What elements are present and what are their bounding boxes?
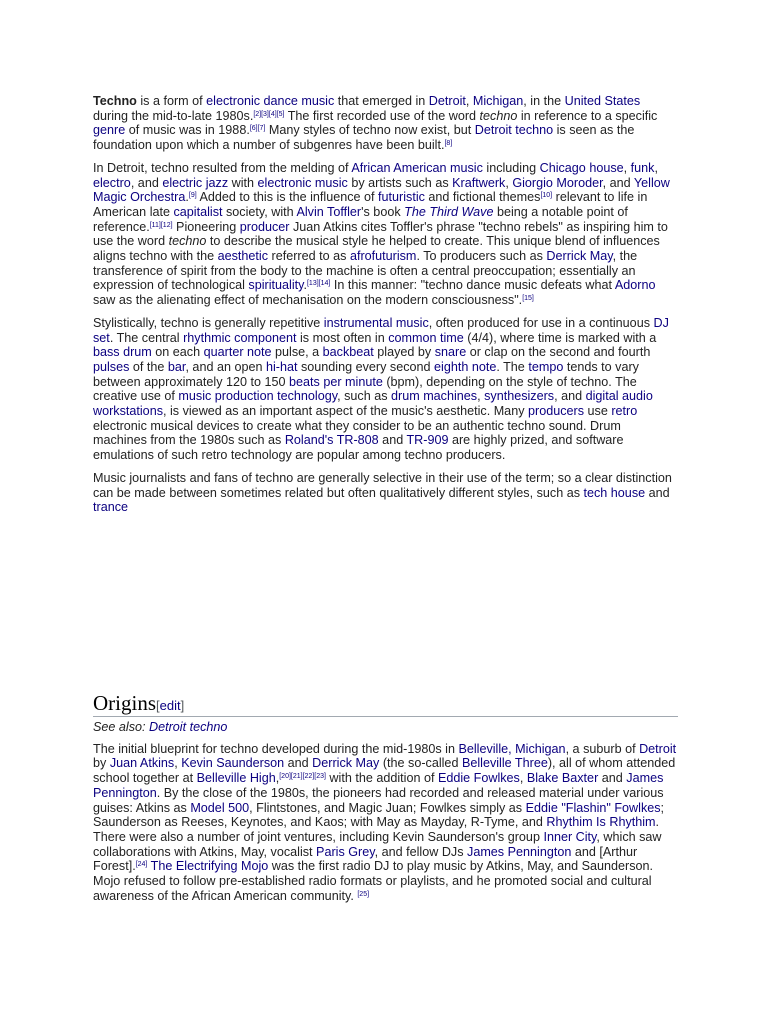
body-text: , xyxy=(623,160,631,175)
paragraph-intro xyxy=(93,94,678,153)
article-link[interactable]: tech house xyxy=(583,485,646,500)
body-text: , xyxy=(505,175,513,190)
body-text: ; Saunderson as Reeses, Keynotes, and Kaos; with May as Mayday, R-Tyme, and xyxy=(93,800,665,830)
article-link[interactable]: drum machines xyxy=(391,389,478,404)
article-link[interactable]: Derrick May xyxy=(312,756,380,771)
body-text: saw as the alienating effect of mechanisation on the modern consciousness". xyxy=(93,293,523,308)
body-text: (the so-called xyxy=(379,756,462,771)
body-text: of music was in 1988. xyxy=(125,123,250,138)
body-text: The initial blueprint for techno developed during the mid-1980s in xyxy=(93,741,459,756)
body-text: . The xyxy=(496,359,529,374)
article-link[interactable]: electronic music xyxy=(257,175,348,190)
article-link[interactable]: Eddie Fowlkes xyxy=(437,771,520,786)
article-link[interactable]: The Electrifying Mojo xyxy=(150,859,269,874)
body-text: , and xyxy=(130,175,163,190)
body-text: are highly prized, and software emulations of such retro technology are popular among techno producers. xyxy=(93,433,624,463)
article-link[interactable]: bar xyxy=(167,359,186,374)
body-text: , Flintstones, and Magic Juan; Fowlkes simply as xyxy=(249,800,526,815)
body-text: with xyxy=(228,175,258,190)
body-text: society, with xyxy=(222,204,297,219)
paragraph-terminology xyxy=(93,471,678,515)
body-text: Many styles of techno now exist, but xyxy=(265,123,475,138)
article-link[interactable]: electric jazz xyxy=(162,175,229,190)
body-text: (4/4), where time is marked with a xyxy=(463,330,657,345)
body-text: , xyxy=(465,94,473,108)
article-link[interactable]: music production technology xyxy=(178,389,338,404)
body-text: in reference to a specific xyxy=(517,108,658,123)
body-text: to describe the musical style he helped to create. This unique blend of influences aligns techno with the xyxy=(93,234,660,264)
body-text: during the mid-to-late 1980s. xyxy=(93,108,254,123)
article-link[interactable]: United States xyxy=(564,94,641,108)
body-text: The first recorded use of the word xyxy=(284,108,480,123)
article-link[interactable]: TR-909 xyxy=(406,433,449,448)
article-link[interactable]: futuristic xyxy=(378,190,425,205)
article-link[interactable]: retro xyxy=(611,404,638,419)
article-link[interactable]: tempo xyxy=(528,359,564,374)
article-link[interactable]: digital audio workstations xyxy=(93,389,653,419)
body-text: . xyxy=(185,190,189,205)
citation-ref[interactable]: [15] xyxy=(522,295,534,303)
body-text: and xyxy=(284,756,313,771)
article-link[interactable]: backbeat xyxy=(322,345,374,360)
italic-text: techno xyxy=(479,108,518,123)
body-text: including xyxy=(482,160,540,175)
article-link[interactable]: Michigan xyxy=(472,94,524,108)
article-link[interactable]: James Pennington xyxy=(467,844,572,859)
section-heading-origins xyxy=(93,690,678,717)
body-text: 's book xyxy=(361,204,405,219)
article-link[interactable]: Yellow Magic Orchestra xyxy=(93,175,670,205)
citation-ref[interactable]: [20][21][22][23] xyxy=(279,773,326,781)
body-text: . There were also a number of joint ventures, including Kevin Saunderson's group xyxy=(93,815,660,844)
edit-link[interactable]: edit xyxy=(159,698,181,713)
article-link[interactable]: producer xyxy=(239,219,290,234)
article-link[interactable]: producers xyxy=(528,404,585,419)
article-link[interactable]: Blake Baxter xyxy=(526,771,599,786)
body-text: , is viewed as an important aspect of the music's aesthetic. Many xyxy=(163,404,528,419)
body-text: was the first radio DJ to play music by Atkins, May, and Saunderson. Mojo refused to follow pre-established radio formats or playlists, and he promoted social and cultural awareness of the African American community. xyxy=(93,859,654,903)
article-link[interactable]: Belleville High xyxy=(196,771,276,786)
article-link[interactable]: Alvin Toffler xyxy=(296,204,362,219)
body-text: sounding every second xyxy=(297,359,435,374)
article-link[interactable]: afrofuturism xyxy=(349,249,417,264)
body-text: and xyxy=(645,485,670,500)
body-text: being a notable point of reference. xyxy=(93,204,628,234)
body-text: relevant to life in American late xyxy=(93,190,648,219)
citation-ref[interactable]: [8] xyxy=(444,140,453,148)
body-text: , xyxy=(519,771,527,786)
body-text: Juan Atkins cites Toffler's phrase "techno rebels" as inspiring him to use the word xyxy=(93,219,668,249)
body-text: , xyxy=(174,756,182,771)
body-text: use xyxy=(584,404,612,419)
article-link[interactable]: African American music xyxy=(351,160,483,175)
paragraph-detroit-influences xyxy=(93,161,678,308)
body-text: , xyxy=(477,389,485,404)
section-title: Origins xyxy=(93,691,156,715)
article-link[interactable]: instrumental music xyxy=(323,315,429,330)
body-text: Music journalists and fans of techno are generally selective in their use of the term; so a clear distinction can be made between sometimes related but often qualitatively different styles, such as xyxy=(93,470,672,500)
italic-text: techno xyxy=(168,234,207,249)
body-text: Added to this is the influence of xyxy=(196,190,379,205)
article-link[interactable]: James Pennington xyxy=(93,771,664,800)
article-link[interactable]: Model 500 xyxy=(190,800,250,815)
body-text: , such as xyxy=(337,389,391,404)
article-link[interactable]: capitalist xyxy=(173,204,223,219)
citation-ref[interactable]: [10] xyxy=(540,192,553,200)
article-link[interactable]: genre xyxy=(93,123,126,138)
article-link[interactable]: common time xyxy=(388,330,464,345)
bold-term: Techno xyxy=(93,94,137,108)
body-text: pulse, a xyxy=(271,345,323,360)
paragraph-origins xyxy=(93,742,678,904)
article-link[interactable]: Belleville Three xyxy=(461,756,548,771)
body-text: and fictional themes xyxy=(424,190,541,205)
body-text: . The central xyxy=(109,330,184,345)
article-link[interactable]: snare xyxy=(434,345,467,360)
citation-ref[interactable]: [24] xyxy=(135,861,148,869)
paragraph-style xyxy=(93,316,678,463)
article-link[interactable]: pulses xyxy=(93,359,130,374)
article-link[interactable]: Juan Atkins xyxy=(109,756,175,771)
article-link[interactable]: Adorno xyxy=(614,278,656,293)
body-text: , and xyxy=(554,389,586,404)
see-also-hatnote: See also: Detroit techno xyxy=(93,720,228,734)
citation-ref[interactable]: [13][14] xyxy=(306,280,331,288)
article-link[interactable]: electronic dance music xyxy=(206,94,335,108)
article-link[interactable]: rhythmic component xyxy=(183,330,297,345)
body-text: (bpm), depending on the style of techno. The creative use of xyxy=(93,374,637,404)
article-link[interactable]: beats per minute xyxy=(289,374,383,389)
body-text: . To producers such as xyxy=(416,249,547,264)
body-text: , often produced for use in a continuous xyxy=(428,315,654,330)
citation-ref[interactable]: [2][3][4][5] xyxy=(253,110,285,118)
body-text: . By the close of the 1980s, the pioneers had recorded and released material under various guises: Atkins as xyxy=(93,785,664,815)
body-text: is seen as the foundation upon which a number of subgenres have been built. xyxy=(93,123,635,153)
article-link[interactable]: Derrick May xyxy=(546,249,613,264)
article-link[interactable]: Detroit xyxy=(428,94,466,108)
body-text: referred to as xyxy=(268,249,350,264)
body-text: played by xyxy=(373,345,435,360)
body-text: . xyxy=(303,278,307,293)
body-text: of the xyxy=(129,359,168,374)
article-link[interactable]: bass drum xyxy=(93,345,152,360)
article-link[interactable]: Giorgio Moroder xyxy=(512,175,603,190)
article-link[interactable]: eighth note xyxy=(434,359,497,374)
article-link[interactable]: Paris Grey xyxy=(316,844,375,859)
article-link[interactable]: Eddie "Flashin" Fowlkes xyxy=(525,800,661,815)
body-text: by xyxy=(93,756,110,771)
body-text: is a form of xyxy=(136,94,207,108)
body-text: ), all of whom attended school together at xyxy=(93,756,676,786)
article-link[interactable]: DJ set xyxy=(93,315,669,345)
body-text: and xyxy=(378,433,407,448)
citation-ref[interactable]: [11][12] xyxy=(149,221,173,229)
body-text: that emerged in xyxy=(334,94,429,108)
article-link[interactable]: Detroit techno xyxy=(474,123,554,138)
body-text: , the transference of spirit from the body to the machine is often a central preoccupation; essentially an expression of technological xyxy=(93,249,638,293)
article-link[interactable]: Detroit xyxy=(639,741,677,756)
body-text: and xyxy=(598,771,627,786)
body-text: , and an open xyxy=(185,359,266,374)
body-text: or clap on the second and fourth xyxy=(466,345,651,360)
article-link[interactable]: quarter note xyxy=(203,345,272,360)
body-text: , in the xyxy=(523,94,565,108)
article-link[interactable]: Rhythim Is Rhythim xyxy=(546,815,656,830)
edit-section-link: [edit] xyxy=(156,698,185,713)
see-also-link[interactable]: Detroit techno xyxy=(149,720,228,734)
article-link[interactable]: Kevin Saunderson xyxy=(181,756,285,771)
body-text: , a suburb of xyxy=(565,741,640,756)
citation-ref[interactable]: [25] xyxy=(357,890,370,898)
body-text: by artists such as xyxy=(347,175,453,190)
body-text: electronic musical devices to create what they consider to be an authentic techno sound. Drum machines from the 1980s such as xyxy=(93,418,621,448)
body-text: , xyxy=(275,771,280,786)
article-body-intro xyxy=(93,94,678,515)
citation-ref[interactable]: [9] xyxy=(188,192,197,200)
body-text: Pioneering xyxy=(172,219,240,234)
article-link[interactable]: funk xyxy=(630,160,655,175)
body-text: In Detroit, techno resulted from the melding of xyxy=(93,160,352,175)
body-text: Stylistically, techno is generally repetitive xyxy=(93,315,324,330)
article-link[interactable]: Kraftwerk xyxy=(452,175,506,190)
body-text: , and fellow DJs xyxy=(374,844,468,859)
body-text: , xyxy=(654,160,658,175)
article-link[interactable]: hi-hat xyxy=(265,359,298,374)
body-text: tends to vary between approximately 120 to 150 xyxy=(93,359,639,389)
body-text: is most often in xyxy=(296,330,389,345)
body-text: , and xyxy=(602,175,634,190)
body-text: , which saw collaborations with Atkins, May, vocalist xyxy=(93,829,662,859)
body-text: In this manner: "techno dance music defeats what xyxy=(330,278,615,293)
body-text: on each xyxy=(151,345,204,360)
article-link[interactable]: Chicago house xyxy=(539,160,624,175)
article-link[interactable]: Belleville, Michigan xyxy=(458,741,566,756)
article-link[interactable]: electro xyxy=(93,175,131,190)
origins-body xyxy=(93,720,678,903)
article-link[interactable]: spirituality xyxy=(248,278,304,293)
article-link[interactable]: synthesizers xyxy=(484,389,555,404)
citation-ref[interactable]: [6][7] xyxy=(249,125,266,133)
article-link[interactable]: Inner City xyxy=(543,829,597,844)
article-link[interactable]: The Third Wave xyxy=(404,204,494,219)
article-link[interactable]: Roland's TR-808 xyxy=(284,433,379,448)
body-text: with the addition of xyxy=(325,771,438,786)
article-link[interactable]: aesthetic xyxy=(217,249,269,264)
body-text: and [Arthur Forest]. xyxy=(93,844,638,874)
article-link[interactable]: trance xyxy=(93,500,129,515)
